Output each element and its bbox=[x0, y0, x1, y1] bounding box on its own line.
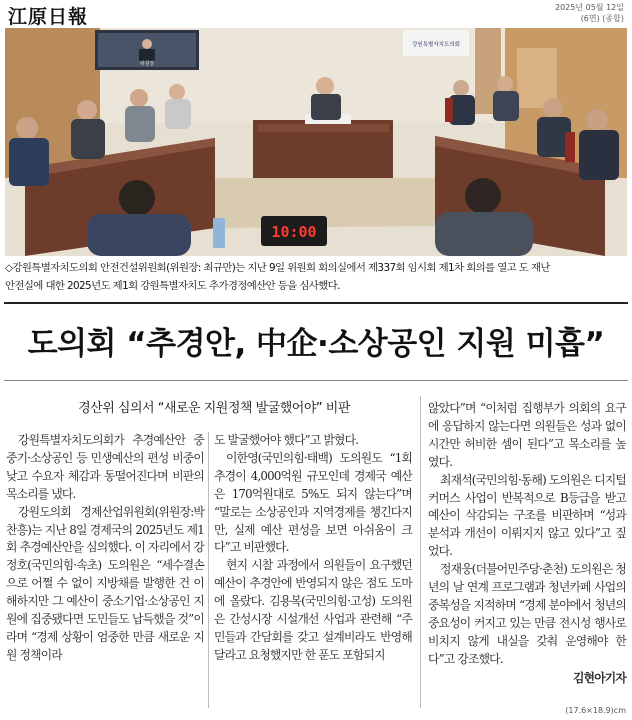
reporter-byline: 김현아기자 bbox=[573, 670, 626, 685]
issue-meta bbox=[555, 2, 624, 24]
article-column-2 bbox=[214, 432, 412, 665]
article-column-1 bbox=[6, 432, 204, 665]
issue-section: (6면) (종합) bbox=[580, 14, 624, 23]
council-banner: 강원특별자치도의회 bbox=[412, 42, 460, 48]
paragraph: 최재석(국민의힘·동해) 도의원은 디지털커머스 사업이 반복적으로 B등급을 받고 예산이 삭감되는 구조를 비판하며 “성과 분석과 개선이 이뤄지지 않고 있다”고 짚었다. bbox=[428, 472, 626, 559]
article-subheadline: 경산위 심의서 “새로운 지원정책 발굴했어야” 비판 bbox=[78, 401, 350, 416]
newspaper-masthead: 江原日報 bbox=[8, 6, 89, 28]
caption-line-2: 안전실에 대한 2025년도 제1회 강원특별자치도 추가경정예산안 등을 심사했다. bbox=[5, 280, 340, 292]
paragraph: 강원특별자치도의회가 추경예산안 중 중기·소상공인 등 민생예산의 편성 비중이 낮고 수요자 체감과 동떨어진다며 비판의 목소리를 냈다. bbox=[6, 433, 204, 501]
paragraph: 이한영(국민의힘·태백) 도의원도 “1회 추경이 4,000억원 규모인데 경제국 예산은 170억원대로 5%도 되지 않는다”며 “말로는 소상공인과 지역경제를 챙긴다지만, 실제 예산 편성을 보면 아쉬움이 크다”고 비판했다. bbox=[214, 450, 412, 555]
paragraph: 강원도의회 경제산업위원회(위원장:박찬흥)는 지난 8일 경제국의 2025년도 제1회 추경예산안을 심의했다. 이 자리에서 강정호(국민의힘·속초) 도의원은 “세수결손으로 어쩔 수 없이 지방채를 발행한 건 이해하지만 그 예산이 중소기업·소상공인 지원에 집중됐다면 도민들도 납득했을 것”이라며 “경제 상황이 엄중한 만큼 새로운 지원 정책이라 bbox=[6, 504, 204, 662]
section-rule-top bbox=[4, 302, 628, 304]
caption-line-1: ◇강원특별자치도의회 안전건설위원회(위원장: 최규만)는 지난 9일 위원회 회의실에서 제337회 임시회 제1차 회의를 열고 도 재난 bbox=[5, 262, 550, 274]
headline-rule bbox=[4, 380, 628, 381]
column-divider-2 bbox=[420, 396, 421, 708]
screen-nameplate: 위원장 bbox=[139, 61, 155, 67]
issue-date: 2025년 05월 12일 bbox=[555, 3, 624, 12]
paragraph: 현지 시찰 과정에서 의원들이 요구했던 예산이 추경안에 반영되지 않은 점도 도마에 올랐다. 김용복(국민의힘·고성) 도의원은 간성시장 시설개선 사업과 관련해 “주민들과 간담회를 갖고 설계비라도 반영해 달라고 요청했지만 한 푼도 포함되지 bbox=[214, 558, 412, 662]
article-column-3 bbox=[428, 400, 626, 688]
column-divider-1 bbox=[208, 432, 209, 708]
paragraph: 않았다”며 “이처럼 집행부가 의회의 요구에 응답하지 않는다면 의원들은 성과 없이 시간만 허비한 셈이 된다”고 목소리를 높였다. bbox=[428, 401, 626, 469]
paragraph: 정재웅(더불어민주당·춘천) 도의원은 청년의 날 연계 프로그램과 청년카페 사업의 중복성을 지적하며 “경제 분야에서 청년의 중요성이 커지고 있는 만큼 전시성 행사로 비치지 않게 내실을 갖춰 운영해야 한다”고 강조했다. bbox=[428, 562, 626, 666]
article-size-code: (17.6×18.9)cm bbox=[565, 706, 626, 715]
timer-display: 10:00 bbox=[271, 223, 317, 241]
photo-caption bbox=[5, 259, 627, 295]
paragraph: 도 발굴했어야 했다”고 밝혔다. bbox=[214, 433, 359, 447]
article-headline: 도의회 “추경안, 中企·소상공인 지원 미흡” bbox=[27, 326, 605, 362]
news-photo bbox=[5, 28, 627, 256]
